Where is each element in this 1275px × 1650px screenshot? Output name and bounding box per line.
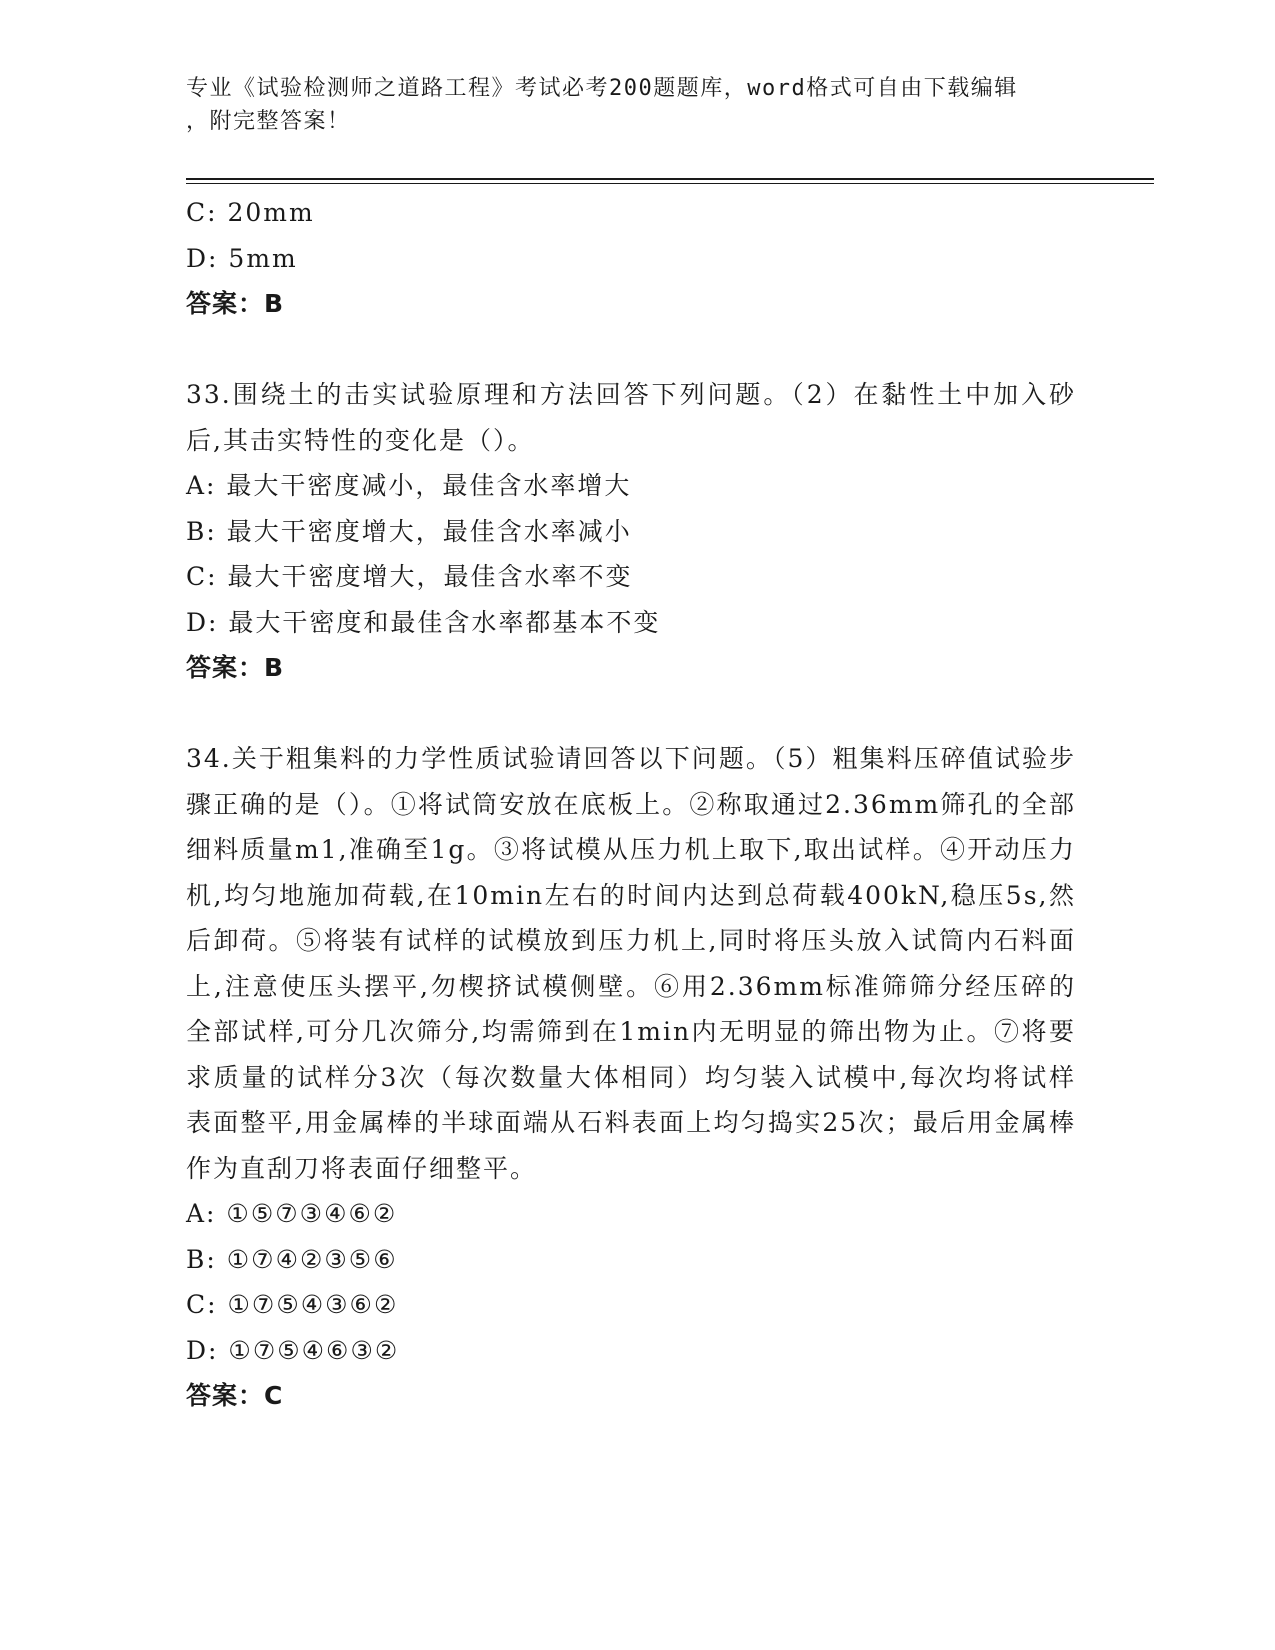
option-d: D: ①⑦⑤④⑥③②	[186, 1335, 400, 1365]
header-divider-thin	[186, 183, 1154, 184]
option-a: A: ①⑤⑦③④⑥②	[186, 1199, 398, 1228]
header-divider-thick	[186, 178, 1154, 180]
header-title-line2: ，附完整答案！	[186, 109, 351, 134]
question-34	[186, 736, 1076, 1419]
page-header	[186, 72, 1066, 138]
answer-line: 答案：B	[186, 653, 285, 682]
option-c: C: 最大干密度增大，最佳含水率不变	[186, 562, 633, 591]
option-b: B: ①⑦④②③⑤⑥	[186, 1244, 398, 1274]
answer-line: 答案：C	[186, 1381, 284, 1410]
spacer	[186, 691, 1076, 737]
header-title-line1: 专业《试验检测师之道路工程》考试必考200题题库，word格式可自由下载编辑	[186, 76, 1018, 101]
option-b: B: 最大干密度增大，最佳含水率减小	[186, 516, 632, 546]
spacer	[186, 327, 1076, 373]
question-32-tail	[186, 190, 1076, 327]
option-d: D: 5mm	[186, 243, 298, 273]
question-stem: 33.围绕土的击实试验原理和方法回答下列问题。（2）在黏性土中加入砂后,其击实特性的变化是（）。	[186, 380, 1076, 455]
answer-line: 答案：B	[186, 289, 285, 318]
question-stem: 34.关于粗集料的力学性质试验请回答以下问题。（5）粗集料压碎值试验步骤正确的是（）。①将试筒安放在底板上。②称取通过2.36mm筛孔的全部细料质量m1,准确至1g。③将试模从压力机上取下,取出试样。④开动压力机,均匀地施加荷载,在10min左右的时间内达到总荷载400kN,稳压5s,然后卸荷。⑤将装有试样的试模放到压力机上,同时将压头放入试筒内石料面上,注意使压头摆平,勿楔挤试模侧壁。⑥用2.36mm标准筛筛分经压碎的全部试样,可分几次筛分,均需筛到在1min内无明显的筛出物为止。⑦将要求质量的试样分3次（每次数量大体相同）均匀装入试模中,每次均将试样表面整平,用金属棒的半球面端从石料表面上均匀捣实25次；最后用金属棒作为直刮刀将表面仔细整平。	[186, 744, 1076, 1183]
question-33	[186, 372, 1076, 691]
option-a: A: 最大干密度减小，最佳含水率增大	[186, 471, 632, 500]
option-d: D: 最大干密度和最佳含水率都基本不变	[186, 607, 661, 637]
document-body	[186, 190, 1076, 1419]
option-c: C: ①⑦⑤④③⑥②	[186, 1290, 399, 1319]
option-c: C: 20mm	[186, 198, 315, 227]
